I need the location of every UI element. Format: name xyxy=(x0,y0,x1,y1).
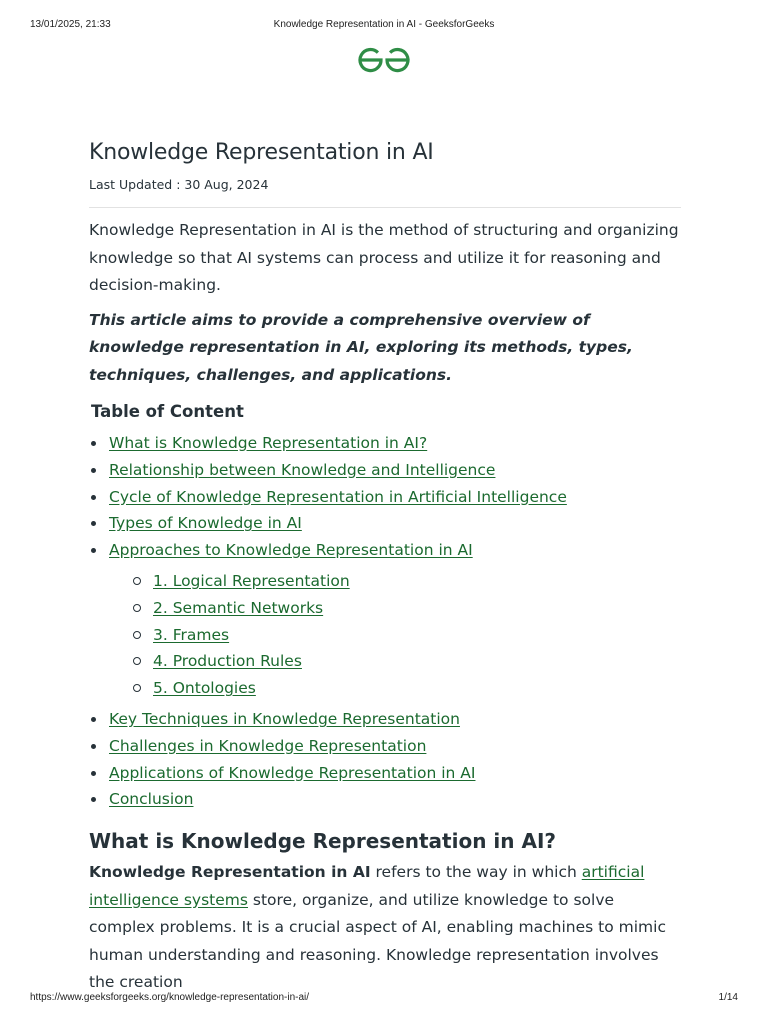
print-page-title: Knowledge Representation in AI - GeeksforGeeks xyxy=(273,19,495,30)
section-text-2: store, organize, and utilize knowledge to solve complex problems. It is a crucial aspect of AI, enabling machines to mimic human understanding and reasoning. Knowledge representation involves the creation xyxy=(89,890,666,992)
toc-link-semantic-networks[interactable]: 2. Semantic Networks xyxy=(153,598,324,617)
print-page-number: 1/14 xyxy=(718,992,738,1003)
toc-item xyxy=(89,760,681,787)
toc-subitem xyxy=(109,622,681,649)
toc-item xyxy=(89,430,681,457)
toc-sublist xyxy=(109,568,681,702)
toc-item xyxy=(89,457,681,484)
print-url: https://www.geeksforgeeks.org/knowledge-representation-in-ai/ xyxy=(30,992,310,1003)
toc-link-approaches[interactable]: Approaches to Knowledge Representation in AI xyxy=(109,541,473,560)
toc-link-what-is-kr[interactable]: What is Knowledge Representation in AI? xyxy=(109,434,428,452)
ai-systems-link[interactable]: artificial intelligence systems xyxy=(89,863,645,909)
article-title: Knowledge Representation in AI xyxy=(89,140,434,165)
toc-link-relationship[interactable]: Relationship between Knowledge and Intelligence xyxy=(109,460,496,479)
divider xyxy=(89,207,681,208)
toc-link-conclusion[interactable]: Conclusion xyxy=(109,790,194,809)
toc-link-types[interactable]: Types of Knowledge in AI xyxy=(109,514,302,533)
toc-link-ontologies[interactable]: 5. Ontologies xyxy=(153,679,256,698)
section-text-1: refers to the way in which xyxy=(370,863,582,882)
toc-subitem xyxy=(109,648,681,675)
toc-link-challenges[interactable]: Challenges in Knowledge Representation xyxy=(109,736,427,755)
article-intro: This article aims to provide a comprehensive overview of knowledge representation in AI, exploring its methods, types, techniques, challenges, and applications. xyxy=(89,310,633,384)
last-updated: Last Updated : 30 Aug, 2024 xyxy=(89,177,269,192)
toc-heading: Table of Content xyxy=(91,402,244,421)
table-of-contents xyxy=(89,430,681,813)
article-summary: Knowledge Representation in AI is the method of structuring and organizing knowledge so that AI systems can process and utilize it for reasoning and decision-making. xyxy=(89,221,679,294)
print-datetime: 13/01/2025, 21:33 xyxy=(30,19,111,30)
toc-link-applications[interactable]: Applications of Knowledge Representation in AI xyxy=(109,763,476,782)
toc-link-cycle[interactable]: Cycle of Knowledge Representation in Artificial Intelligence xyxy=(109,487,567,506)
toc-link-frames[interactable]: 3. Frames xyxy=(153,625,230,644)
toc-subitem xyxy=(109,675,681,702)
section-lead-term: Knowledge Representation in AI xyxy=(89,863,371,882)
geeksforgeeks-logo-icon[interactable] xyxy=(357,45,411,75)
section-paragraph xyxy=(89,859,681,997)
toc-item xyxy=(89,510,681,537)
toc-item xyxy=(89,484,681,511)
article xyxy=(89,138,681,997)
section-heading: What is Knowledge Representation in AI? xyxy=(89,829,556,854)
toc-item xyxy=(89,786,681,813)
toc-link-logical[interactable]: 1. Logical Representation xyxy=(153,571,350,590)
toc-item xyxy=(89,706,681,733)
toc-item xyxy=(89,537,681,702)
toc-link-key-techniques[interactable]: Key Techniques in Knowledge Representation xyxy=(109,709,460,728)
toc-item xyxy=(89,733,681,760)
toc-subitem xyxy=(109,568,681,595)
toc-subitem xyxy=(109,595,681,622)
toc-link-production-rules[interactable]: 4. Production Rules xyxy=(153,652,302,671)
print-footer xyxy=(0,992,768,1006)
print-header xyxy=(0,19,768,33)
